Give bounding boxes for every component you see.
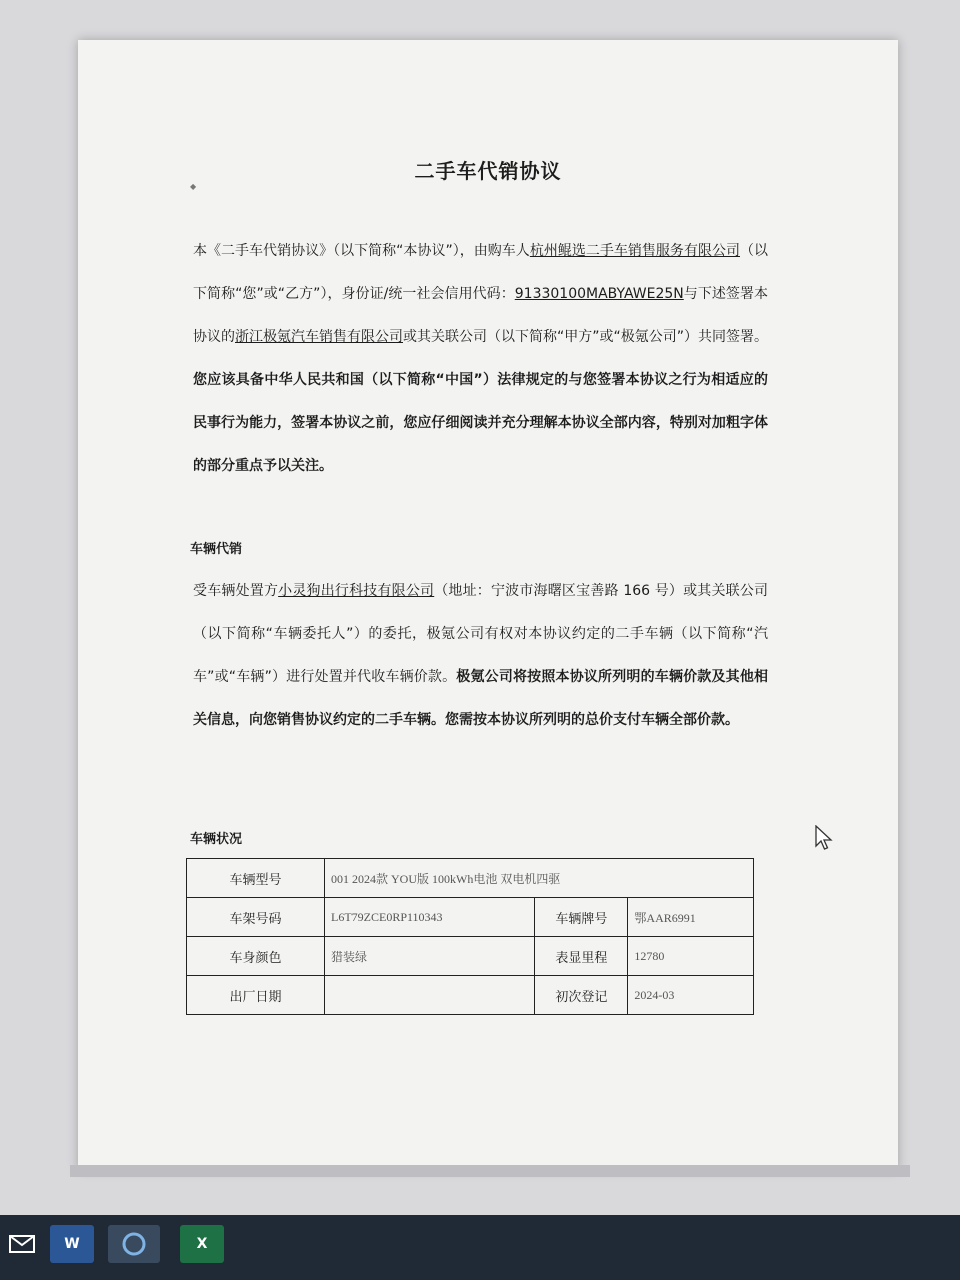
seller-name: 浙江极氪汽车销售有限公司	[235, 329, 403, 345]
section-title-consignment: 车辆代销	[190, 542, 243, 557]
page-edge	[70, 1165, 910, 1177]
consignment-text-1: 受车辆处置方	[193, 583, 279, 599]
vin-label: 车架号码	[187, 898, 325, 937]
page-corner-mark: ◆	[190, 182, 197, 191]
taskbar	[0, 1215, 960, 1280]
table-row	[187, 937, 754, 976]
intro-text-2: （以下简称“您”或“乙方”），身份证/统一社会信用代码：	[193, 243, 769, 302]
consignment-bold-text: 极氪公司将按照本协议所列明的车辆价款及其他相关信息，向您销售协议约定的二手车辆。您需按本协议所列明的总价支付车辆全部价款。	[193, 669, 769, 728]
mail-app-icon[interactable]	[0, 1225, 44, 1263]
reg-date-label: 初次登记	[535, 976, 628, 1015]
intro-bold-text: 您应该具备中华人民共和国（以下简称“中国”）法律规定的与您签署本协议之行为相适应的民事行为能力，签署本协议之前，您应仔细阅读并充分理解本协议全部内容，特别对加粗字体的部分重点予以关注。	[193, 372, 768, 474]
table-row	[187, 859, 754, 898]
color-value: 猎装绿	[325, 937, 535, 976]
consignment-paragraph	[193, 570, 768, 742]
credit-code: 91330100MABYAWE25N	[514, 286, 684, 302]
buyer-name: 杭州鲲选二手车销售服务有限公司	[529, 243, 740, 259]
intro-text-1: 本《二手车代销协议》（以下简称“本协议”），由购车人	[193, 243, 530, 259]
excel-label: X	[196, 1236, 208, 1252]
mileage-value: 12780	[628, 937, 754, 976]
section-title-vehicle-status: 车辆状况	[190, 832, 243, 847]
document-title: 二手车代销协议	[414, 159, 562, 183]
consignment-text-2: （地址：宁波市海曙区宝善路 166 号）或其关联公司（以下简称“车辆委托人”）的委托，极氪公司有权对本协议约定的二手车辆（以下简称“汽车”或“车辆”）进行处置并代收车辆价款。	[193, 583, 769, 685]
model-value: 001 2024款 YOU版 100kWh电池 双电机四驱	[325, 859, 754, 898]
reg-date-value: 2024-03	[628, 976, 754, 1015]
table-row	[187, 976, 754, 1015]
mfg-date-value	[325, 976, 535, 1015]
mouse-pointer-icon	[815, 825, 833, 851]
intro-paragraph	[193, 230, 768, 488]
model-label: 车辆型号	[187, 859, 325, 898]
intro-text-4: 或其关联公司（以下简称“甲方”或“极氪公司”）共同签署。	[403, 329, 769, 345]
excel-app-icon[interactable]	[180, 1225, 224, 1263]
plate-label: 车辆牌号	[535, 898, 628, 937]
consignor-name: 小灵狗出行科技有限公司	[278, 583, 435, 599]
color-label: 车身颜色	[187, 937, 325, 976]
intro-text-3: 与下述签署本协议的	[193, 286, 768, 345]
mileage-label: 表显里程	[535, 937, 628, 976]
vehicle-status-table	[186, 858, 754, 1015]
vin-value: L6T79ZCE0RP110343	[325, 898, 535, 937]
plate-value: 鄂AAR6991	[628, 898, 754, 937]
word-app-icon[interactable]	[50, 1225, 94, 1263]
active-app-icon[interactable]	[108, 1225, 160, 1263]
mfg-date-label: 出厂日期	[187, 976, 325, 1015]
table-row	[187, 898, 754, 937]
word-label: W	[64, 1236, 80, 1252]
document-page	[78, 40, 898, 1170]
